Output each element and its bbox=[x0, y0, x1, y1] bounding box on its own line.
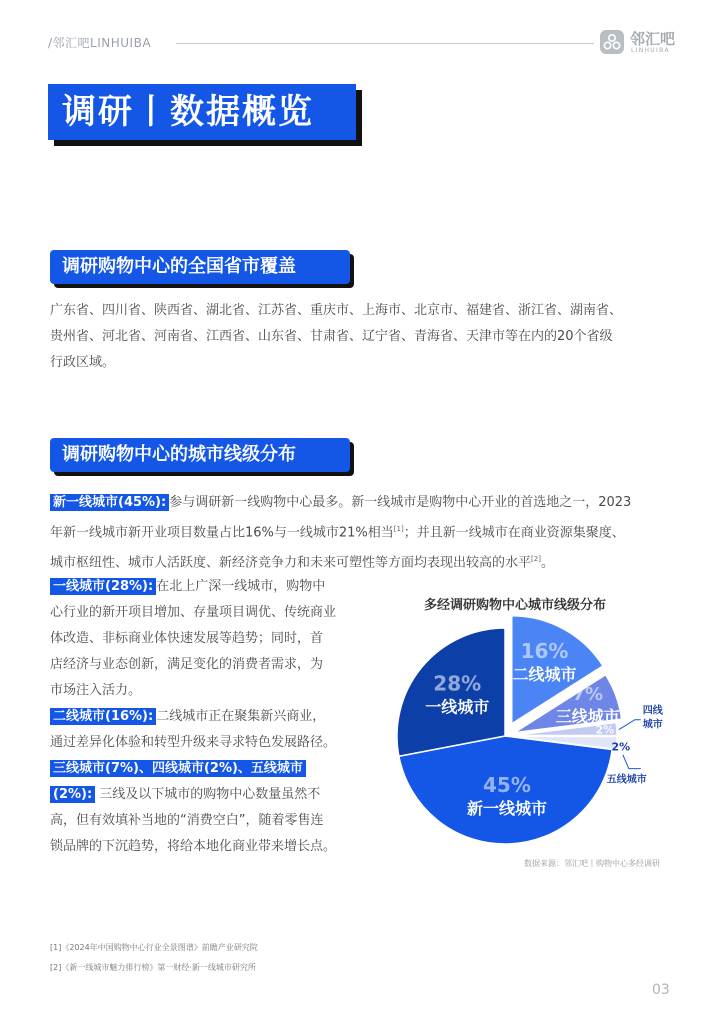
tier1-tag: 一线城市(28%): bbox=[50, 578, 156, 595]
logo-text-cn: 邻汇吧 bbox=[630, 30, 676, 48]
tier345-tag: 三线城市(7%)、四线城市(2%)、五线城市 bbox=[50, 760, 306, 777]
logo-icon bbox=[600, 30, 624, 54]
tier-paragraphs bbox=[50, 574, 370, 860]
pie-value-label: 16% bbox=[520, 639, 569, 664]
tier1-text: 心行业的新开项目增加、存量项目调优、传统商业 bbox=[50, 605, 337, 620]
footnote-ref: [2] bbox=[531, 555, 541, 564]
section1-line: 贵州省、河北省、河南省、江西省、山东省、甘肃省、辽宁省、青海省、天津市等在内的20个省级 bbox=[50, 329, 613, 344]
pie-value-label: 7% bbox=[572, 684, 604, 706]
pie-category-label: 新一线城市 bbox=[466, 798, 547, 818]
section1-line: 广东省、四川省、陕西省、湖北省、江苏省、重庆市、上海市、北京市、福建省、浙江省、湖南省、 bbox=[50, 303, 623, 318]
footnote-2: [2]《新一线城市魅力排行榜》第一财经·新一线城市研究所 bbox=[50, 963, 256, 972]
tier345-text: 三线及以下城市的购物中心数量虽然不 bbox=[99, 787, 321, 802]
tier1-text: 店经济与业态创新，满足变化的消费者需求，为 bbox=[50, 657, 324, 672]
tier2-text: 通过差异化体验和转型升级来寻求特色发展路径。 bbox=[50, 735, 337, 750]
pie-category-label: 一线城市 bbox=[425, 697, 490, 717]
section1-label: 调研购物中心的全国省市覆盖 bbox=[50, 250, 350, 284]
tier1-text: 体改造、非标商业体快速发展等趋势；同时，首 bbox=[50, 631, 324, 646]
tier2-text: 二线城市正在聚集新兴商业， bbox=[156, 709, 326, 724]
logo-text-en: LINHUIBA bbox=[631, 47, 670, 54]
pie-value-label: 2% bbox=[611, 740, 631, 754]
pie-category-label: 五线城市 bbox=[606, 774, 647, 786]
new-tier1-tag: 新一线城市(45%): bbox=[50, 494, 169, 511]
section2-label: 调研购物中心的城市线级分布 bbox=[50, 438, 350, 472]
section1-line: 行政区域。 bbox=[50, 355, 116, 370]
pie-category-label: 城市 bbox=[642, 719, 663, 731]
new-tier1-text: 参与调研新一线购物中心最多。新一线城市是购物中心开业的首选地之一，2023 bbox=[169, 495, 632, 510]
new-tier1-text: ；并且新一线城市在商业资源集聚度、 bbox=[403, 525, 625, 541]
page-number: 03 bbox=[652, 982, 670, 998]
tier2-tag: 二线城市(16%): bbox=[50, 708, 156, 725]
tier345-tag: (2%): bbox=[50, 786, 95, 803]
new-tier1-text: 。 bbox=[540, 555, 554, 571]
pie-leader-line bbox=[623, 755, 641, 769]
tier1-text: 在北上广深一线城市，购物中 bbox=[156, 579, 326, 594]
pie-value-label: 28% bbox=[433, 671, 482, 696]
new-tier1-paragraph bbox=[50, 490, 690, 577]
header-rule bbox=[176, 43, 594, 44]
new-tier1-text: 年新一线城市新开业项目数量占比16%与一线城市21%相当 bbox=[50, 525, 394, 541]
pie-leader-line bbox=[619, 720, 641, 730]
tier345-text: 高，但有效填补当地的“消费空白”，随着零售连 bbox=[50, 813, 324, 828]
footnote-ref: [1] bbox=[393, 525, 404, 533]
tier1-text: 市场注入活力。 bbox=[50, 683, 142, 698]
page-title: 调研丨数据概览 bbox=[48, 84, 356, 140]
chart-title: 多经调研购物中心城市线级分布 bbox=[424, 598, 607, 613]
section1-body bbox=[50, 298, 690, 376]
pie-value-label: 2% bbox=[595, 723, 615, 737]
new-tier1-text: 城市枢纽性、城市人活跃度、新经济竞争力和未来可塑性等方面均表现出较高的水平 bbox=[50, 555, 532, 571]
header-brand: /邻汇吧LINHUIBA bbox=[48, 36, 152, 50]
chart-source: 数据来源：邻汇吧丨购物中心多经调研 bbox=[524, 859, 660, 868]
pie-category-label: 三线城市 bbox=[555, 707, 620, 727]
pie-chart bbox=[380, 614, 680, 854]
pie-value-label: 45% bbox=[483, 772, 531, 797]
footnote-1: [1]《2024年中国购物中心行业全景图谱》前瞻产业研究院 bbox=[50, 943, 258, 952]
pie-category-label: 四线 bbox=[642, 705, 663, 717]
pie-category-label: 二线城市 bbox=[512, 665, 577, 685]
tier345-text: 锁品牌的下沉趋势，将给本地化商业带来增长点。 bbox=[50, 839, 337, 854]
